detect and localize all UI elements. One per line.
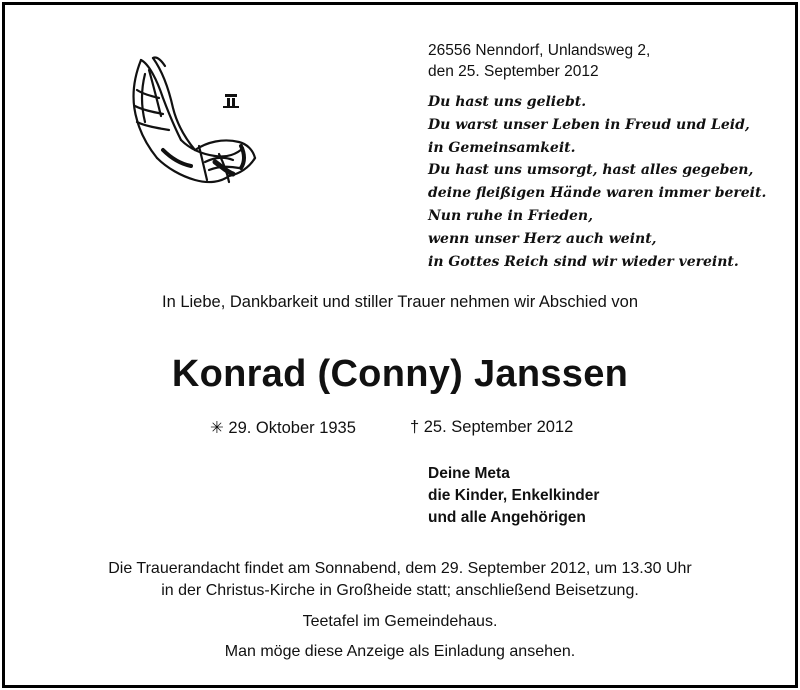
poem-line: in Gottes Reich sind wir wieder vereint. [428,253,739,270]
mourner-line: und alle Angehörigen [428,509,586,526]
tea-info: Teetafel im Gemeindehaus. [302,613,498,630]
service-line: Die Trauerandacht findet am Sonnabend, dem 29. September 2012, um 13.30 Uhr [108,560,692,577]
service-line: in der Christus-Kirche in Großheide statt; anschließend Beisetzung. [161,582,639,599]
poem-line: Du warst unser Leben in Freud und Leid, [428,116,750,133]
mourner-line: Deine Meta [428,465,510,482]
intro-text: In Liebe, Dankbarkeit und stiller Trauer nehmen wir Abschied von [161,293,638,311]
obituary-notice [2,2,798,688]
death-date: † 25. September 2012 [410,418,574,436]
address-block [428,40,650,82]
poem-line: Du hast uns umsorgt, hast alles gegeben, [428,162,754,179]
poem-line: Nun ruhe in Frieden, [428,207,593,224]
service-info [5,558,795,602]
poem-line: in Gemeinsamkeit. [428,139,576,156]
mourners [428,463,599,529]
place-date: den 25. September 2012 [428,63,599,80]
address-line: 26556 Nenndorf, Unlandsweg 2, [428,42,651,59]
poem-line: Du hast uns geliebt. [428,94,587,110]
poem-line: deine fleißigen Hände waren immer bereit. [428,185,767,202]
poem [428,91,766,273]
praying-hands-icon [123,50,263,200]
invitation-note: Man möge diese Anzeige als Einladung ansehen. [224,643,576,660]
mourner-line: die Kinder, Enkelkinder [428,487,600,504]
birth-date: ✳ 29. Oktober 1935 [210,419,356,437]
deceased-name: Konrad (Conny) Janssen [171,353,629,395]
poem-line: wenn unser Herz auch weint, [428,230,657,247]
